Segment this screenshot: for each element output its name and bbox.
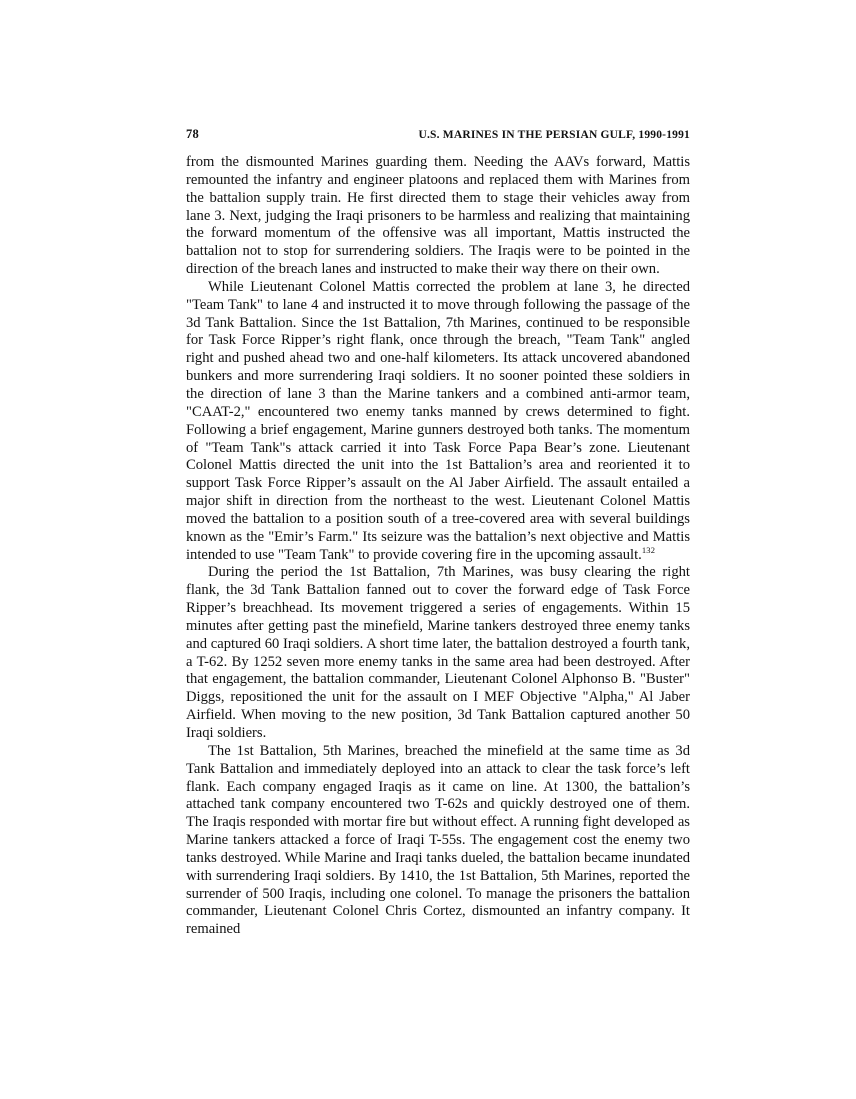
footnote-marker: 132 xyxy=(641,544,656,555)
paragraph: During the period the 1st Battalion, 7th Marines, was busy clearing the right flank, the 3d Tank Battalion fanned out to cover the forward edge of Task Force Ripper’s breachhead. Its movement triggered a series of engagements. Within 15 minutes after getting past the minefield, Marine tankers destroyed three enemy tanks and captured 60 Iraqi soldiers. A short time later, the battalion destroyed a fourth tank, a T-62. By 1252 seven more enemy tanks in the same area had been destroyed. After that engagement, the battalion commander, Lieutenant Colonel Alphonso B. "Buster" Diggs, repositioned the unit for the assault on I MEF Objective "Alpha," Al Jaber Airfield. When moving to the new position, 3d Tank Battalion captured another 50 Iraqi soldiers. xyxy=(186,564,690,741)
paragraph: The 1st Battalion, 5th Marines, breached the minefield at the same time as 3d Tank Battalion and immediately deployed into an attack to clear the task force’s left flank. Each company engaged Iraqis as it came on line. At 1300, the battalion’s attached tank company encountered two T-62s and quickly destroyed one of them. The Iraqis responded with mortar fire but without effect. A running fight developed as Marine tankers attacked a force of Iraqi T-55s. The engagement cost the enemy two tanks destroyed. While Marine and Iraqi tanks dueled, the battalion became inundated with surrendering Iraqi soldiers. By 1410, the 1st Battalion, 5th Marines, reported the surrender of 500 Iraqis, including one colonel. To manage the prisoners the battalion commander, Lieutenant Colonel Chris Cortez, dismounted an infantry company. It remained xyxy=(186,742,690,938)
paragraph: from the dismounted Marines guarding them. Needing the AAVs forward, Mattis remounted the infantry and engineer platoons and replaced them with Marines from the battalion supply train. He first directed them to stage their vehicles away from lane 3. Next, judging the Iraqi prisoners to be harmless and realizing that maintaining the forward momentum of the offensive was all important, Mattis instructed the battalion not to stop for surrendering soldiers. The Iraqis were to be pointed in the direction of the breach lanes and instructed to make their way there on their own. xyxy=(186,154,690,278)
paragraph-text: While Lieutenant Colonel Mattis corrected the problem at lane 3, he directed "Team Tank" to lane 4 and instructed it to move through following the passage of the 3d Tank Battalion. Since the 1st Battalion, 7th Marines, continued to be responsible for Task Force Ripper’s right flank, once through the breach, "Team Tank" angled right and pushed ahead two and one-half kilometers. Its attack uncovered abandoned bunkers and more surrendering Iraqi soldiers. It no sooner pointed these soldiers in the direction of lane 3 than the Marine tankers and a combined anti-armor team, "CAAT-2," encountered two enemy tanks manned by crews determined to fight. Following a brief engagement, Marine gunners destroyed both tanks. The momentum of "Team Tank"s attack carried it into Task Force Papa Bear’s zone. Lieutenant Colonel Mattis directed the unit into the 1st Battalion’s area and reoriented it to support Task Force Ripper’s assault on the Al Jaber Airfield. The assault entailed a major shift in direction from the northeast to the west. Lieutenant Colonel Mattis moved the battalion to a position south of a tree-covered area with several buildings known as the "Emir’s Farm." Its seizure was the battalion’s next objective and Mattis intended to use "Team Tank" to provide covering fire in the upcoming assault. xyxy=(186,278,690,563)
page-number: 78 xyxy=(186,127,200,141)
body-text xyxy=(186,154,690,939)
paragraph xyxy=(186,279,690,565)
page-header xyxy=(186,127,690,142)
running-title: U.S. MARINES IN THE PERSIAN GULF, 1990-1991 xyxy=(418,129,690,141)
